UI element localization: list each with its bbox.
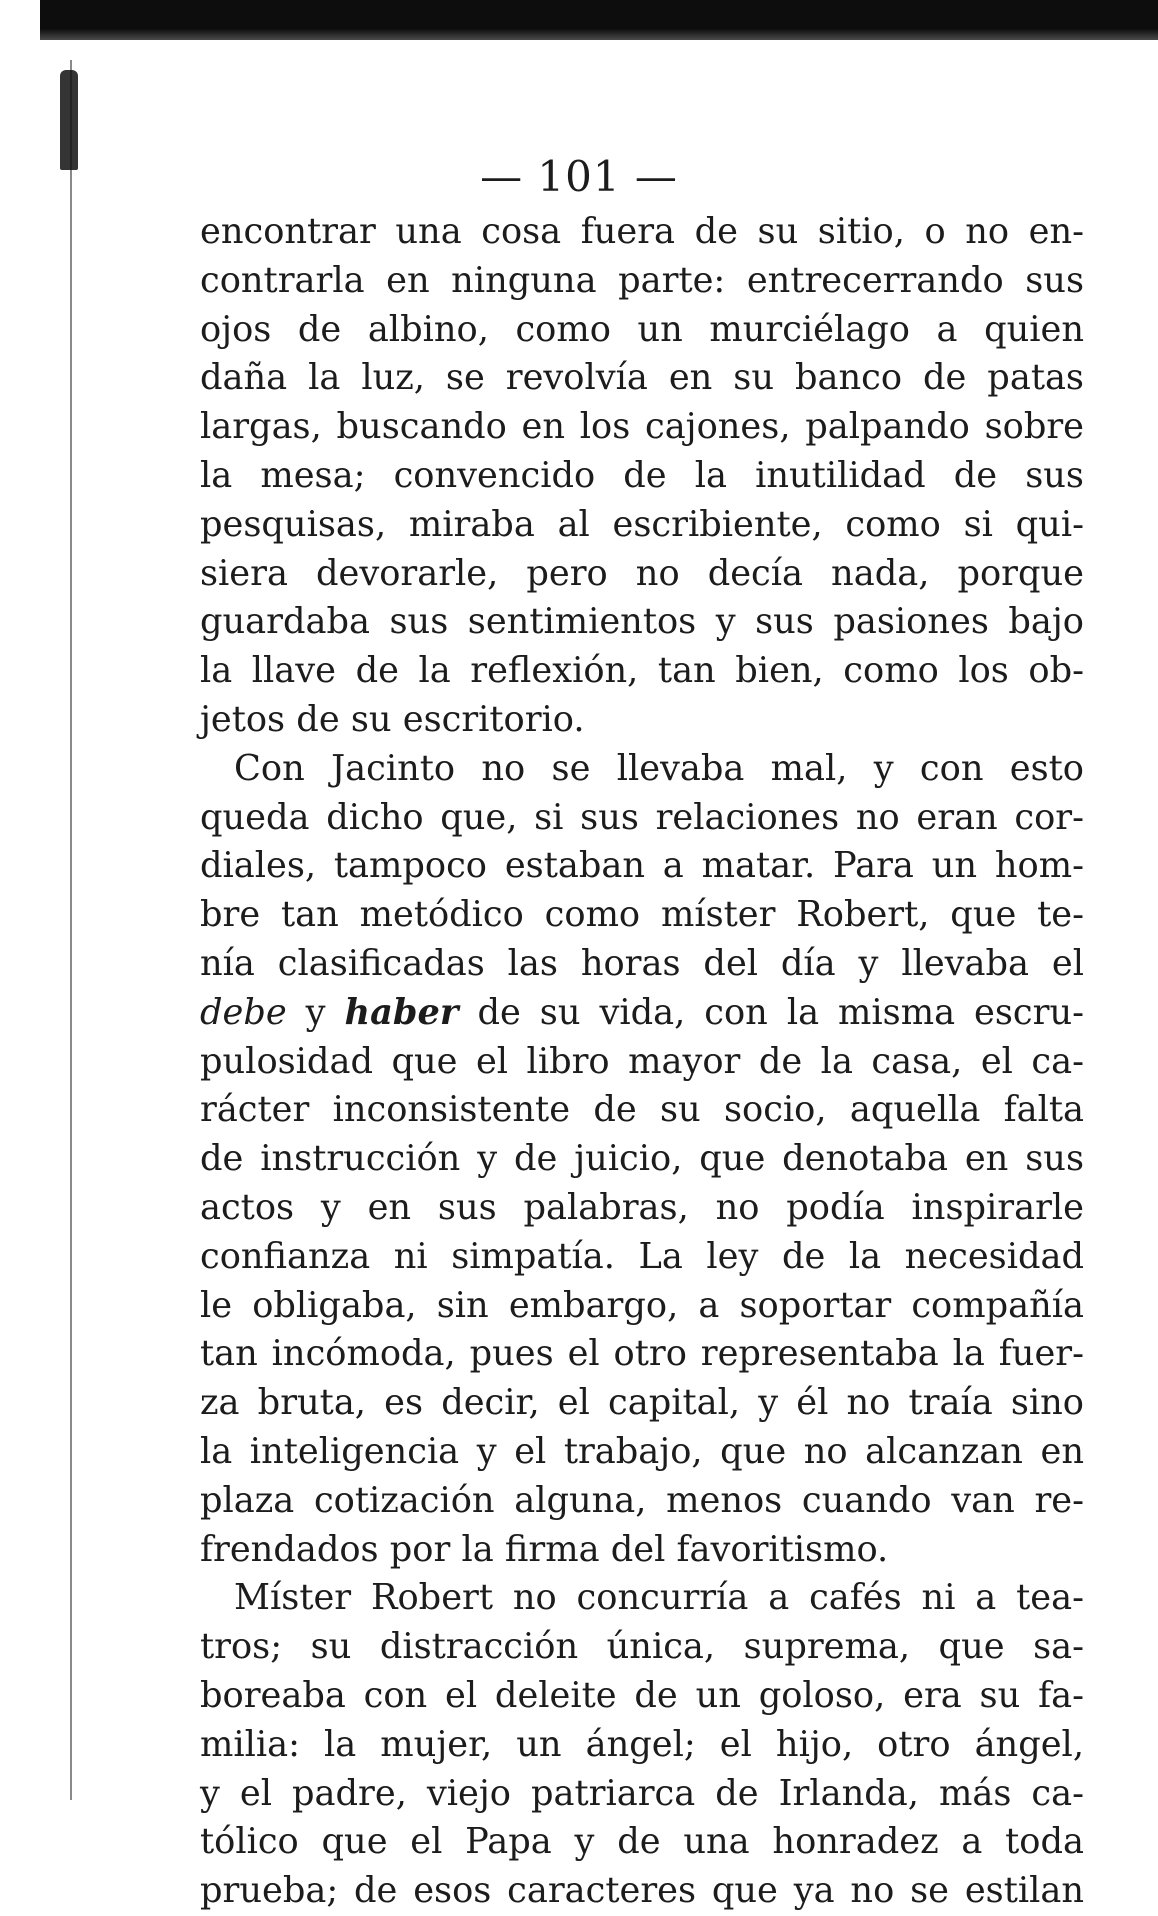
text-line: za bruta, es decir, el capital, y él no traía sino [200,1382,1084,1424]
text-line: prueba; de esos caracteres que ya no se estilan [200,1870,1084,1912]
text-line: pesquisas, miraba al escribiente, como si qui- [200,503,1084,545]
text-line: nía clasificadas las horas del día y llevaba el [200,942,1084,984]
text-line: de instrucción y de juicio, que denotaba en sus [200,1138,1084,1180]
text-line: pulosidad que el libro mayor de la casa, el ca- [200,1040,1084,1082]
body-text [200,208,1084,1916]
text-line: daña la luz, se revolvía en su banco de patas [200,357,1084,399]
text-line: la inteligencia y el trabajo, que no alcanzan en [200,1430,1084,1472]
text-line: jetos de su escritorio. [200,698,585,740]
text-line: tólico que el Papa y de una honradez a toda [200,1821,1084,1863]
text-line: plaza cotización alguna, menos cuando van re- [200,1479,1084,1521]
text-line: frendados por la firma del favoritismo. [200,1528,889,1570]
text-line: guardaba sus sentimientos y sus pasiones bajo [200,601,1084,643]
text-line: la llave de la reflexión, tan bien, como los ob- [200,650,1084,692]
text-line: milia: la mujer, un ángel; el hijo, otro ángel, [200,1723,1084,1765]
text-line: actos y en sus palabras, no podía inspirarle [200,1186,1084,1228]
text-line: rácter inconsistente de su socio, aquella falta [200,1089,1084,1131]
text-line: queda dicho que, si sus relaciones no eran cor- [200,796,1084,838]
text-line: tan incómoda, pues el otro representaba la fuer- [200,1333,1084,1375]
text-line: y el padre, viejo patriarca de Irlanda, más ca- [200,1772,1084,1814]
text-line: bre tan metódico como míster Robert, que te- [200,894,1084,936]
text-line: Con Jacinto no se llevaba mal, y con esto [234,747,1084,789]
text-line: diales, tampoco estaban a matar. Para un hom- [200,845,1084,887]
text-line: largas, buscando en los cajones, palpando sobre [200,406,1084,448]
scan-top-edge [40,0,1158,40]
scan-binding-edge [58,60,88,1800]
text-line: encontrar una cosa fuera de su sitio, o no en- [200,211,1084,252]
text-line: siera devorarle, pero no decía nada, porque [200,552,1084,594]
text-line: le obligaba, sin embargo, a soportar compañía [200,1284,1084,1326]
text-line: debe y haber de su vida, con la misma escru- [200,991,1084,1033]
text-line: ojos de albino, como un murciélago a quien [200,308,1084,350]
page-number: — 101 — [480,152,678,201]
text-line: confianza ni simpatía. La ley de la necesidad [200,1235,1084,1277]
text-line: tros; su distracción única, suprema, que sa- [200,1626,1084,1668]
text-line: Míster Robert no concurría a cafés ni a tea- [234,1577,1084,1619]
text-line: contrarla en ninguna parte: entrecerrando sus [200,259,1084,301]
text-line: la mesa; convencido de la inutilidad de sus [200,454,1084,496]
text-line: boreaba con el deleite de un goloso, era su fa- [200,1674,1084,1716]
